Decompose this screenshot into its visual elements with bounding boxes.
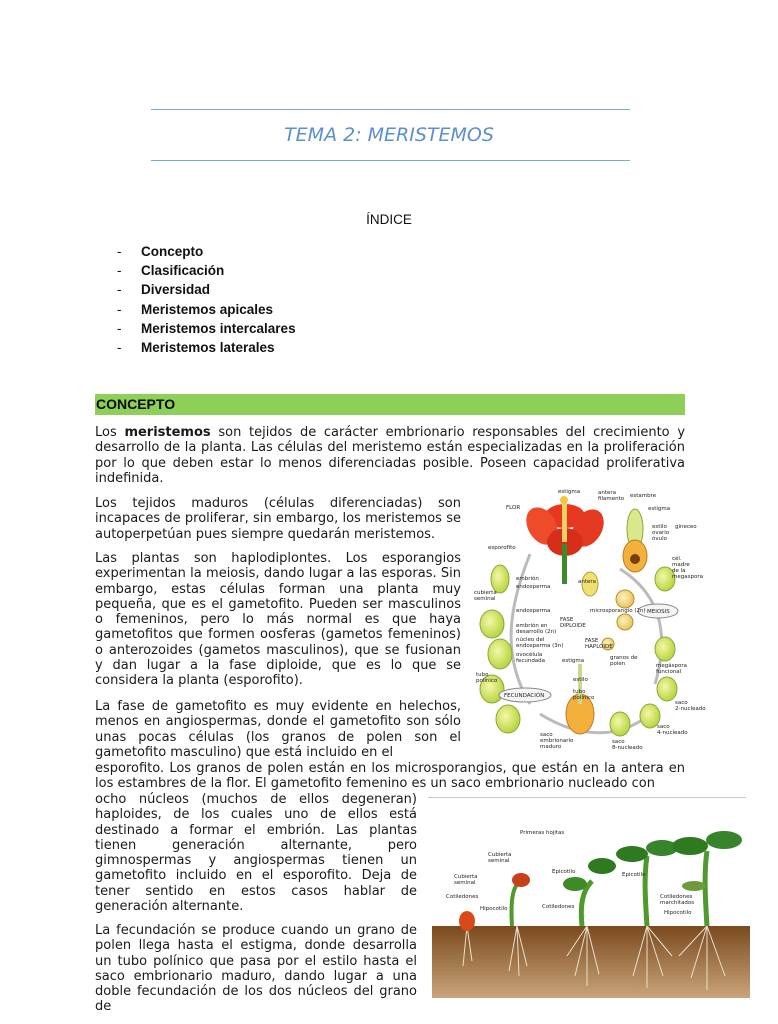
paragraph-intro xyxy=(95,425,685,486)
label: tubo polínico xyxy=(573,689,595,701)
title-rule-top xyxy=(151,109,630,110)
section-heading: CONCEPTO xyxy=(96,396,176,412)
paragraph-tejidos: Los tejidos maduros (células diferenciadas) son incapaces de proliferar, sin embargo, los meristemos se autoperpetúan pues siempre quedarán meristemos. xyxy=(95,496,461,542)
indice-item: - Meristemos laterales xyxy=(117,339,275,355)
paragraph-gametofito-b: esporofito. Los granos de polen están en los microsporangios, que están en la antera en los estambres de la flor. El gametofito femenino es un saco embrionario nucleado con xyxy=(95,761,685,792)
label: microsporangio (2n) xyxy=(590,608,646,614)
label: antera xyxy=(578,579,597,585)
label: Cotiledones marchitados xyxy=(660,894,695,906)
label: MEIOSIS xyxy=(647,609,670,615)
label: Epicotilo xyxy=(622,872,646,878)
indice-list xyxy=(117,242,296,357)
label: estambre xyxy=(630,493,657,499)
indice-item: - Meristemos intercalares xyxy=(117,320,296,336)
label: ovocélula fecundada xyxy=(516,652,546,664)
label: Cubierta seminal xyxy=(454,874,478,886)
indice-item: - Meristemos apicales xyxy=(117,301,274,317)
label: cubierta seminal xyxy=(474,590,497,602)
label: esporofito xyxy=(488,545,516,551)
lifecycle-figure xyxy=(470,484,706,756)
label: embrión en desarrollo (2n) xyxy=(516,623,557,635)
indice-item: - Diversidad xyxy=(117,282,211,298)
label: estilo xyxy=(573,677,588,683)
flower-illustration xyxy=(520,496,610,584)
label: saco 8-nucleado xyxy=(612,739,643,751)
label: megáspora funcional xyxy=(656,663,687,675)
label: FLOR xyxy=(506,505,521,511)
label: Cubierta seminal xyxy=(488,852,512,864)
label: gineceo xyxy=(675,524,697,530)
label: tubo polínico xyxy=(476,672,498,684)
label: Primeras hojitas xyxy=(520,830,565,836)
label: FASE DIPLOIDE xyxy=(560,617,586,629)
figure-divider xyxy=(428,797,746,798)
bold-term: meristemos xyxy=(124,425,211,440)
seedlings xyxy=(459,831,742,931)
label: Hipocotilo xyxy=(480,906,508,912)
indice-item-label: Clasificación xyxy=(141,263,225,279)
label: embrión xyxy=(516,576,539,582)
paragraph-gametofito-c: ocho núcleos (muchos de ellos degeneran) haploides, de los cuales uno de ellos está destinado a formar el embrión. Las plantas tienen generación alternante, pero gimnospermas y angiospermas tienen un gametofito incluido en el esporofito. Deja de tener sentido en estos casos hablar de generación alternante. xyxy=(95,792,417,915)
indice-item-label: Meristemos intercalares xyxy=(141,320,296,336)
label: estigma xyxy=(648,506,671,512)
indice-item-label: Concepto xyxy=(141,244,204,259)
label: Hipocotilo xyxy=(664,910,692,916)
label: antera filamento xyxy=(598,490,625,502)
label: estigma xyxy=(562,658,585,664)
label: óvulo xyxy=(652,536,667,542)
label: cél. madre de la megaspora xyxy=(672,556,703,580)
label: FECUNDACIÓN xyxy=(504,693,545,699)
label: Epicotilo xyxy=(552,869,576,875)
label: saco 4-nucleado xyxy=(657,724,688,736)
paragraph-haplodiplontes: Las plantas son haplodiplontes. Los esporangios experimentan la meiosis, dando lugar a las esporas. Sin embargo, estas células forman una planta muy pequeña, que es el gametofito. Pueden ser masculinos o femeninos, pero lo más normal es que haya gametofitos que formen oosferas (gametos femeninos) o anterozoides (gametos masculinos), que se fusionan y dan lugar a la fase diploide, que es lo que se considera la planta (esporofito). xyxy=(95,551,461,689)
title-rule-bottom xyxy=(151,160,630,161)
indice-item-label: Meristemos laterales xyxy=(141,339,275,355)
paragraph-fecundacion: La fecundación se produce cuando un grano de polen llega hasta el estigma, donde desarrolla un tubo polínico que pasa por el estilo hasta el saco embrionario maduro, dando lugar a una doble fecundación de los dos núcleos del grano de xyxy=(95,923,417,1015)
label: granos de polen xyxy=(610,655,638,667)
label: núcleo del endosperma (3n) xyxy=(516,637,564,649)
label: estilo ovario xyxy=(652,524,670,536)
indice-heading: ÍNDICE xyxy=(366,212,412,227)
label: saco 2-nucleado xyxy=(675,700,706,712)
label: Cotiledones xyxy=(446,894,479,900)
germination-figure xyxy=(432,826,750,1004)
label: saco embrionario maduro xyxy=(540,732,574,750)
paragraph-gametofito-a: La fase de gametofito es muy evidente en helechos, menos en angiospermas, donde el gametofito son sólo unas pocas células (los granos de polen son el gametofito masculino) que está incluido en el xyxy=(95,699,461,760)
indice-item: - Concepto xyxy=(117,244,204,259)
label: FASE HAPLOIDE xyxy=(585,638,613,650)
section-heading-bar xyxy=(95,394,685,415)
label: estigma xyxy=(558,489,581,495)
label: endosperma xyxy=(516,584,551,590)
indice-item-label: Diversidad xyxy=(141,282,211,298)
label: endosperma xyxy=(516,608,551,614)
indice-item-label: Meristemos apicales xyxy=(141,301,274,317)
text-run: Los xyxy=(95,425,125,440)
label: Cotiledones xyxy=(542,904,575,910)
page-title: TEMA 2: MERISTEMOS xyxy=(284,124,494,146)
indice-item: - Clasificación xyxy=(117,263,225,279)
text-run: son tejidos de carácter embrionario responsables del crecimiento y desarrollo de la planta. Las células del meristemo están especializadas en la proliferación por lo que deben estar lo menos diferenciadas posible. Poseen capacidad proliferativa indefinida. xyxy=(95,425,686,486)
